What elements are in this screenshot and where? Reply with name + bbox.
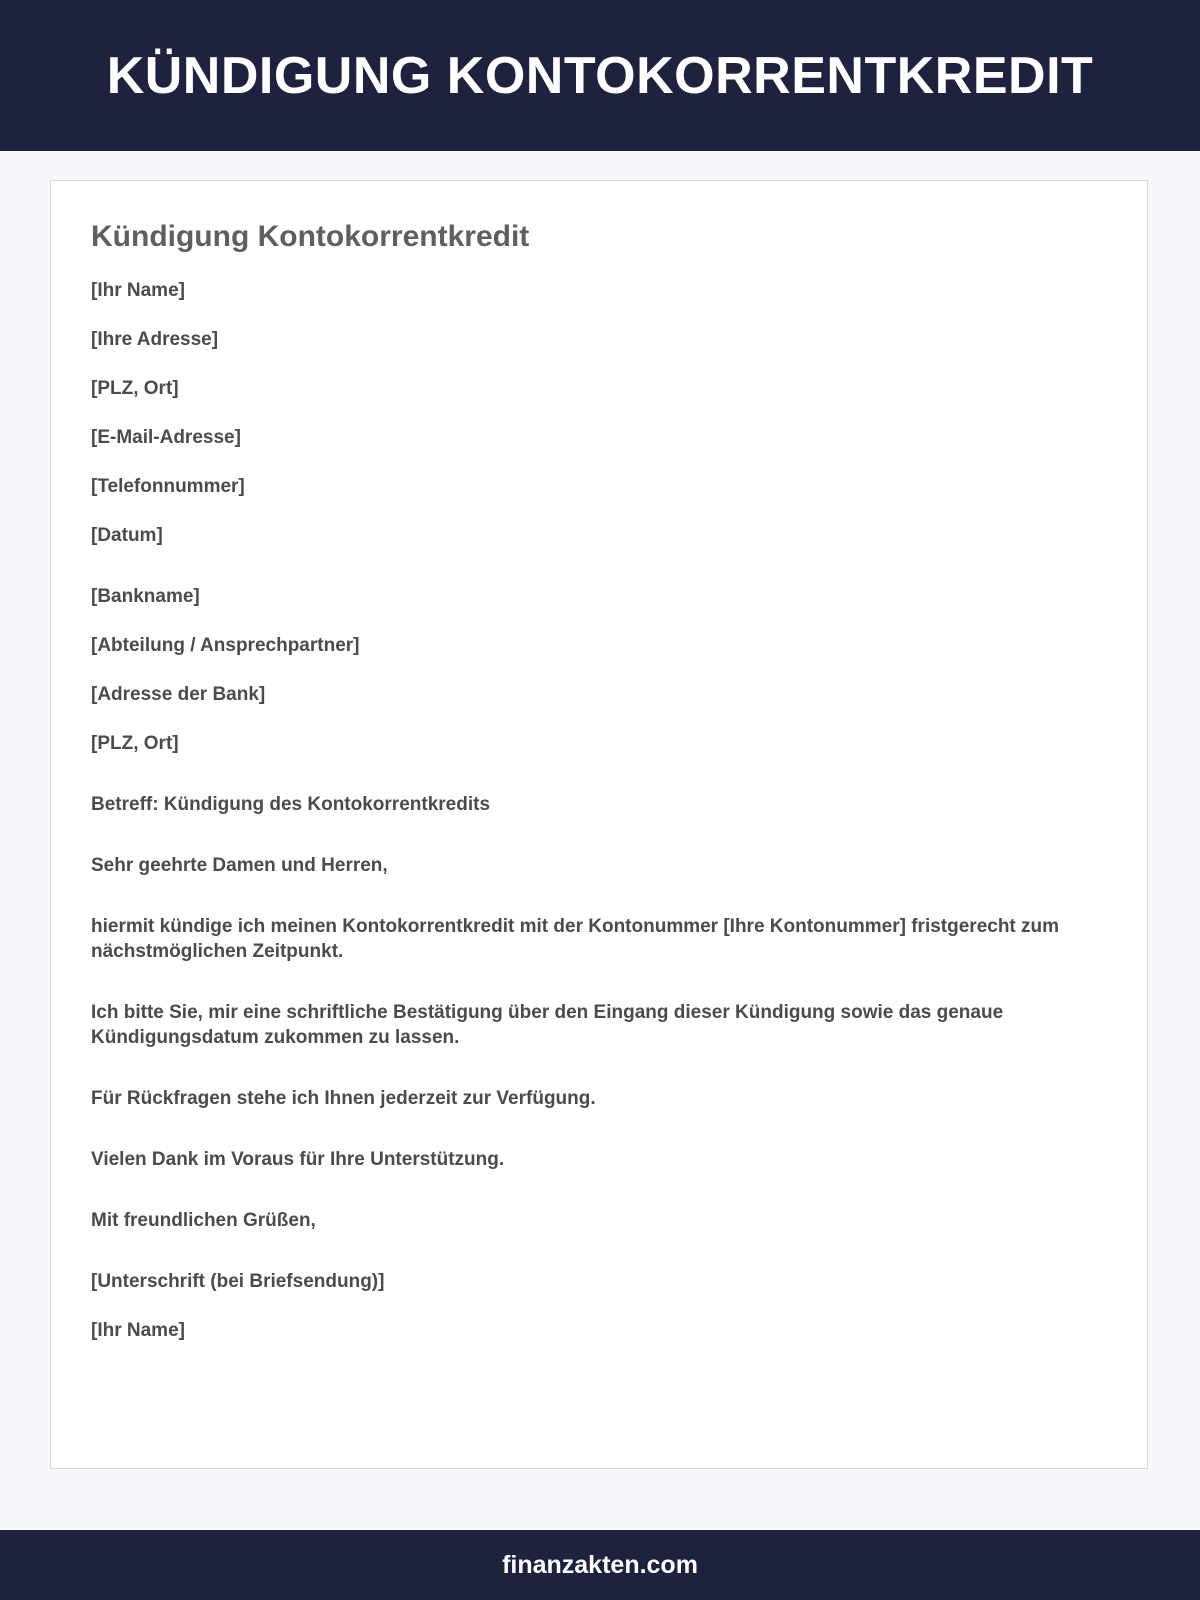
sender-address: [Ihre Adresse]	[91, 329, 219, 350]
sender-name: [Ihr Name]	[91, 280, 185, 301]
letter-date: [Datum]	[91, 525, 163, 546]
recipient-department: [Abteilung / Ansprechpartner]	[91, 635, 360, 656]
recipient-bank-name: [Bankname]	[91, 586, 200, 607]
sender-zip-city: [PLZ, Ort]	[91, 378, 179, 399]
letter-paragraph: Ich bitte Sie, mir eine schriftliche Bestätigung über den Eingang dieser Kündigung sowie das genaue Kündigungsdatum zukommen zu lassen.	[91, 1002, 1004, 1048]
recipient-zip-city: [PLZ, Ort]	[91, 733, 179, 754]
letter-paragraph: Für Rückfragen stehe ich Ihnen jederzeit zur Verfügung.	[91, 1088, 596, 1109]
sender-email: [E-Mail-Adresse]	[91, 427, 241, 448]
letter-title: Kündigung Kontokorrentkredit	[91, 220, 530, 253]
page-title: KÜNDIGUNG KONTOKORRENTKREDIT	[106, 46, 1094, 105]
letter-paragraph: hiermit kündige ich meinen Kontokorrentkredit mit der Kontonummer [Ihre Kontonummer] fristgerecht zum nächstmöglichen Zeitpunkt.	[91, 916, 1060, 962]
letter-subject: Betreff: Kündigung des Kontokorrentkredits	[91, 794, 491, 815]
page-header	[0, 0, 1200, 151]
footer-site-name: finanzakten.com	[502, 1550, 698, 1579]
page-footer	[0, 1530, 1200, 1600]
letter-card	[50, 180, 1148, 1469]
letter-closing: Mit freundlichen Grüßen,	[91, 1210, 316, 1231]
letter-signature-name: [Ihr Name]	[91, 1320, 185, 1341]
letter-signature: [Unterschrift (bei Briefsendung)]	[91, 1271, 385, 1292]
letter-paragraph: Vielen Dank im Voraus für Ihre Unterstützung.	[91, 1149, 505, 1170]
sender-phone: [Telefonnummer]	[91, 476, 245, 497]
recipient-bank-address: [Adresse der Bank]	[91, 684, 266, 705]
letter-salutation: Sehr geehrte Damen und Herren,	[91, 855, 388, 876]
